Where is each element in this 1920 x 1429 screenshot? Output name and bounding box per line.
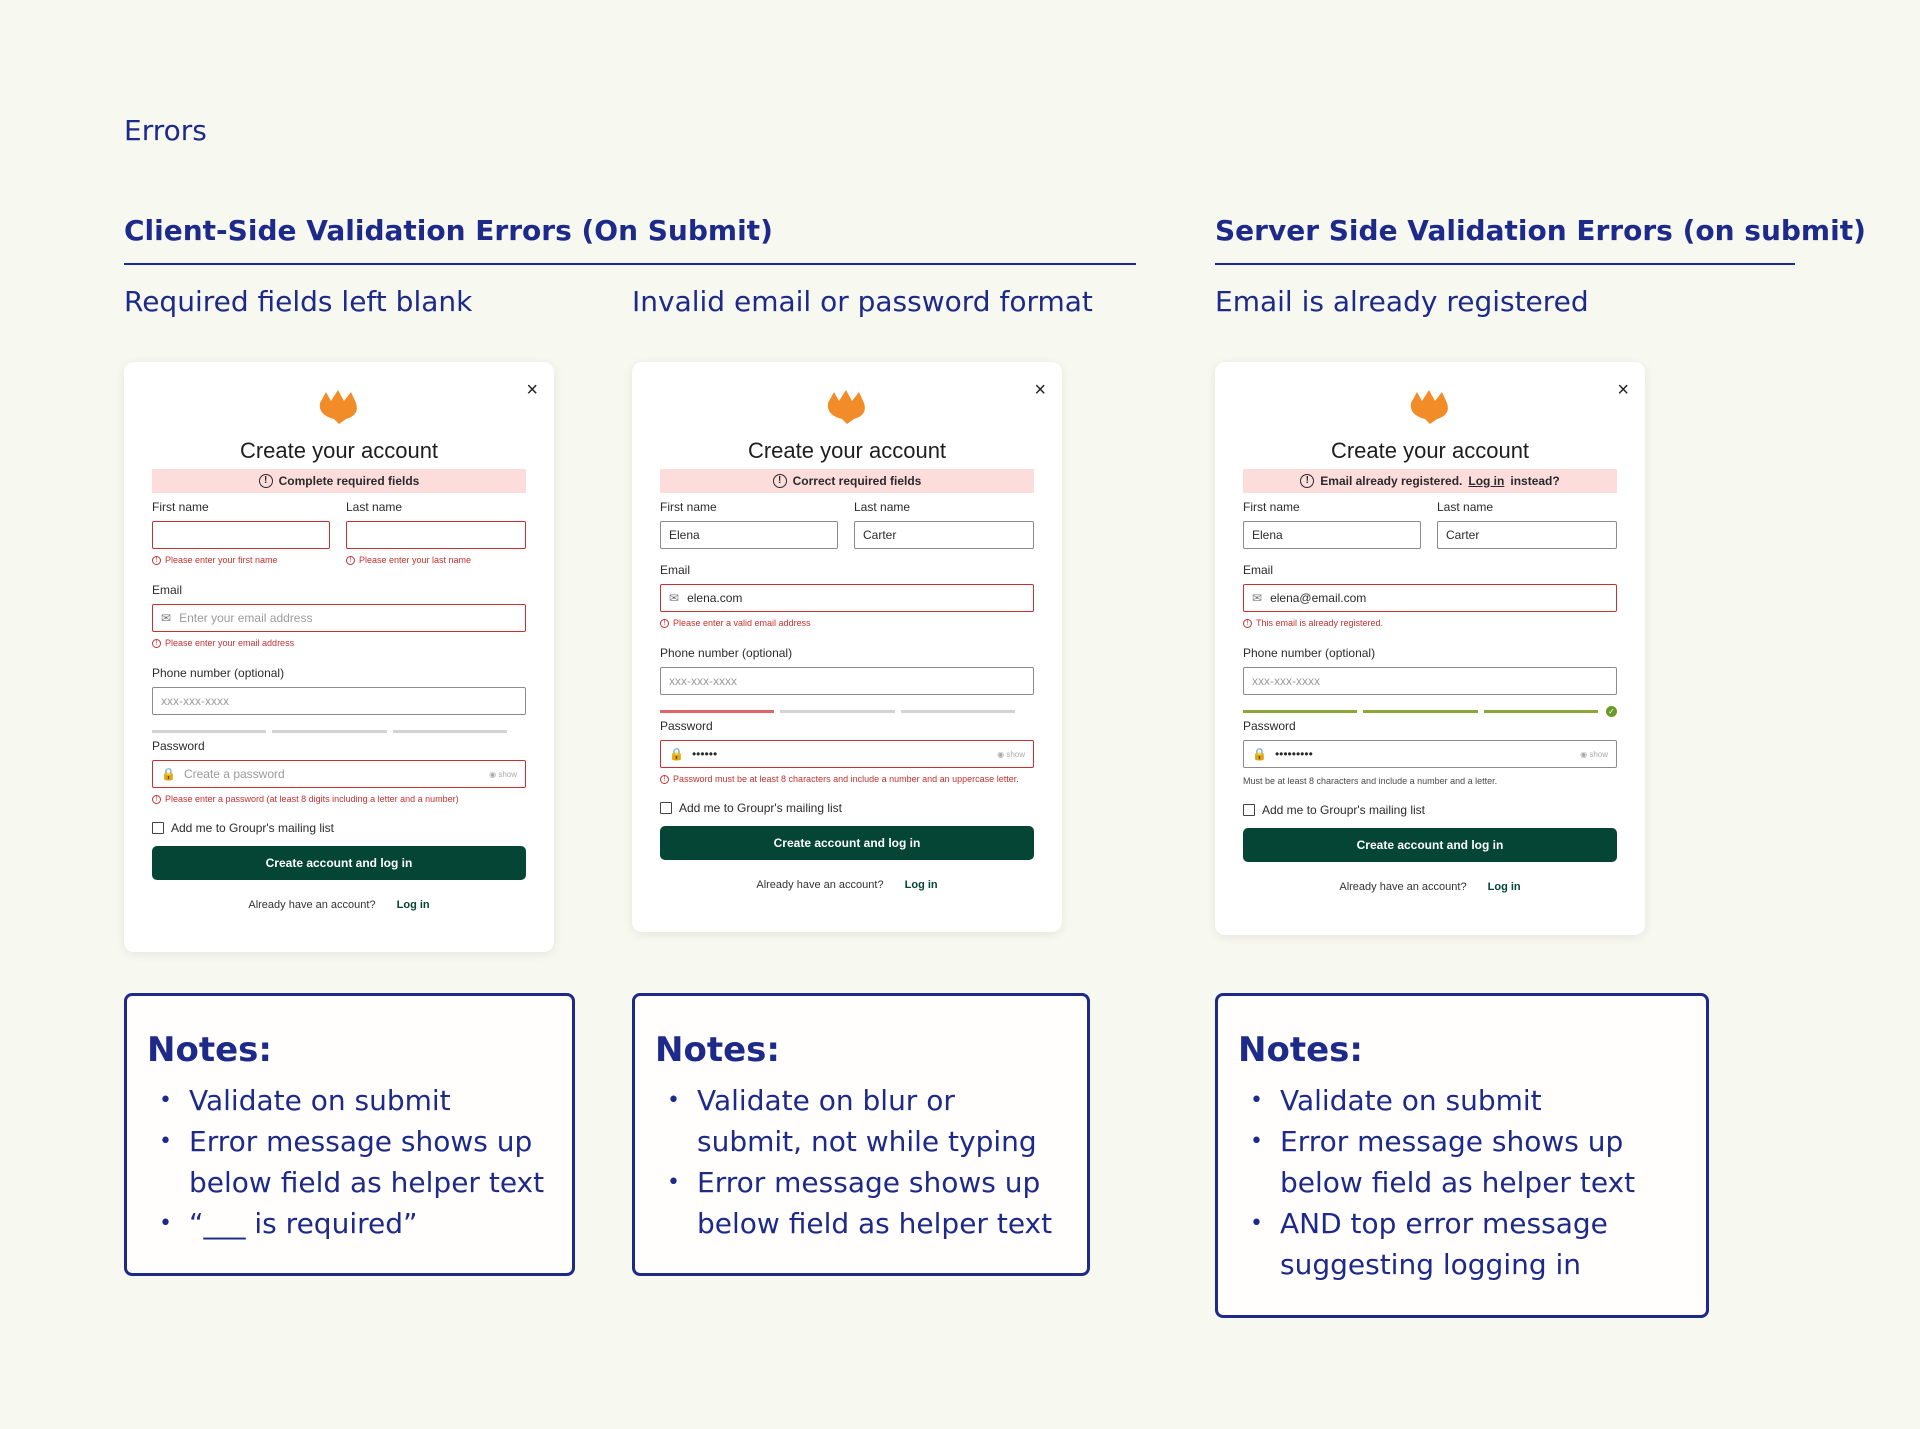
email-placeholder: Enter your email address bbox=[179, 611, 313, 625]
already-account-text: Already have an account? bbox=[248, 899, 376, 911]
phone-input[interactable] bbox=[1243, 667, 1617, 695]
alert-circle-icon: ! bbox=[660, 619, 669, 628]
banner-text-post: instead? bbox=[1510, 474, 1560, 488]
last-name-value: Carter bbox=[1446, 528, 1480, 542]
mailing-list-checkbox-row[interactable] bbox=[1243, 803, 1425, 817]
note-item: • AND top error message suggesting logging in bbox=[1238, 1203, 1686, 1285]
password-error bbox=[152, 794, 459, 804]
mail-icon: ✉ bbox=[161, 611, 172, 625]
mailing-list-checkbox[interactable] bbox=[152, 822, 164, 834]
check-circle-icon: ✓ bbox=[1606, 706, 1617, 717]
subtitle-blank: Required fields left blank bbox=[124, 285, 473, 318]
password-value: •••••• bbox=[691, 747, 718, 761]
banner-text: Email already registered. bbox=[1320, 474, 1463, 488]
login-prompt bbox=[1243, 881, 1617, 893]
password-error-text: Please enter a password (at least 8 digits including a letter and a number) bbox=[165, 794, 459, 804]
groupr-logo bbox=[1407, 389, 1453, 425]
close-icon[interactable]: × bbox=[1034, 379, 1046, 401]
email-error bbox=[1243, 618, 1383, 628]
subtitle-registered: Email is already registered bbox=[1215, 285, 1589, 318]
eye-icon[interactable]: ◉ show bbox=[997, 749, 1025, 759]
notes-list bbox=[1238, 1080, 1686, 1285]
first-name-error-text: Please enter your first name bbox=[165, 555, 278, 565]
modal-title: Create your account bbox=[239, 438, 439, 463]
notes-list bbox=[655, 1080, 1067, 1244]
already-account-text: Already have an account? bbox=[1339, 881, 1467, 893]
create-account-button[interactable]: Create account and log in bbox=[1243, 828, 1617, 862]
first-name-value: Elena bbox=[669, 528, 700, 542]
email-error-text: This email is already registered. bbox=[1256, 618, 1384, 628]
alert-circle-icon: ! bbox=[152, 556, 161, 565]
logo-text: groupr bbox=[1413, 380, 1447, 391]
email-input[interactable] bbox=[152, 604, 526, 632]
show-password-label: show bbox=[1589, 749, 1608, 759]
password-label: Password bbox=[660, 719, 713, 733]
email-error bbox=[660, 618, 811, 628]
note-item: • Validate on submit bbox=[1238, 1080, 1686, 1121]
already-account-text: Already have an account? bbox=[756, 879, 884, 891]
alert-circle-icon: ! bbox=[346, 556, 355, 565]
note-item: • Error message shows up below field as helper text bbox=[1238, 1121, 1686, 1203]
page-title: Errors bbox=[124, 114, 207, 147]
phone-label: Phone number (optional) bbox=[152, 666, 285, 680]
email-error bbox=[152, 638, 294, 648]
login-link[interactable]: Log in bbox=[904, 879, 938, 891]
last-name-label: Last name bbox=[346, 500, 403, 514]
mailing-list-label: Add me to Groupr's mailing list bbox=[679, 801, 843, 815]
phone-input[interactable] bbox=[152, 687, 526, 715]
alert-circle-icon: ! bbox=[1300, 474, 1314, 488]
last-name-label: Last name bbox=[854, 500, 911, 514]
last-name-input[interactable] bbox=[346, 521, 526, 549]
last-name-error bbox=[346, 555, 471, 565]
subtitle-format: Invalid email or password format bbox=[632, 285, 1093, 318]
groupr-logo bbox=[316, 389, 362, 425]
modal-title: Create your account bbox=[1330, 438, 1530, 463]
first-name-label: First name bbox=[1243, 500, 1300, 514]
close-icon[interactable]: × bbox=[1617, 379, 1629, 401]
lock-icon: 🔒 bbox=[669, 747, 684, 761]
mailing-list-checkbox-row[interactable] bbox=[660, 801, 842, 815]
create-account-button[interactable]: Create account and log in bbox=[152, 846, 526, 880]
password-placeholder: Create a password bbox=[183, 767, 285, 781]
last-name-label: Last name bbox=[1437, 500, 1494, 514]
notes-format bbox=[632, 993, 1090, 1276]
last-name-input[interactable] bbox=[1437, 521, 1617, 549]
phone-label: Phone number (optional) bbox=[660, 646, 793, 660]
password-strength-meter bbox=[152, 730, 507, 733]
last-name-value: Carter bbox=[863, 528, 897, 542]
notes-list bbox=[147, 1080, 552, 1244]
password-error-text: Password must be at least 8 characters and include a number and an uppercase letter. bbox=[673, 774, 1019, 784]
notes-heading: Notes: bbox=[147, 1030, 272, 1070]
signup-modal-blank bbox=[124, 362, 554, 952]
banner-text: Correct required fields bbox=[792, 474, 922, 488]
email-error-text: Please enter your email address bbox=[165, 638, 295, 648]
lock-icon: 🔒 bbox=[1252, 747, 1267, 761]
phone-placeholder: xxx-xxx-xxxx bbox=[669, 674, 737, 688]
mail-icon: ✉ bbox=[669, 591, 680, 605]
login-prompt bbox=[660, 879, 1034, 891]
password-label: Password bbox=[1243, 719, 1296, 733]
show-password-label: show bbox=[1006, 749, 1025, 759]
notes-heading: Notes: bbox=[655, 1030, 780, 1070]
signup-modal-format bbox=[632, 362, 1062, 932]
login-link[interactable]: Log in bbox=[396, 899, 430, 911]
logo-text: groupr bbox=[322, 380, 356, 391]
close-icon[interactable]: × bbox=[526, 379, 538, 401]
error-banner bbox=[1243, 469, 1617, 493]
alert-circle-icon: ! bbox=[1243, 619, 1252, 628]
phone-placeholder: xxx-xxx-xxxx bbox=[1252, 674, 1320, 688]
first-name-input[interactable] bbox=[152, 521, 330, 549]
modal-title: Create your account bbox=[747, 438, 947, 463]
mail-icon: ✉ bbox=[1252, 591, 1263, 605]
show-password-label: show bbox=[498, 769, 517, 779]
phone-placeholder: xxx-xxx-xxxx bbox=[161, 694, 229, 708]
first-name-label: First name bbox=[660, 500, 717, 514]
note-item: • Validate on blur or submit, not while typing bbox=[655, 1080, 1067, 1162]
password-error bbox=[660, 774, 1019, 784]
groupr-logo bbox=[824, 389, 870, 425]
last-name-error-text: Please enter your last name bbox=[359, 555, 472, 565]
email-input[interactable] bbox=[660, 584, 1034, 612]
password-strength-meter bbox=[660, 710, 1015, 713]
email-input[interactable] bbox=[1243, 584, 1617, 612]
phone-input[interactable] bbox=[660, 667, 1034, 695]
email-error-text: Please enter a valid email address bbox=[673, 618, 811, 628]
mailing-list-label: Add me to Groupr's mailing list bbox=[171, 821, 335, 835]
alert-circle-icon: ! bbox=[660, 775, 669, 784]
notes-heading: Notes: bbox=[1238, 1030, 1363, 1070]
alert-circle-icon: ! bbox=[152, 639, 161, 648]
error-banner bbox=[660, 469, 1034, 493]
login-prompt bbox=[152, 899, 526, 911]
alert-circle-icon: ! bbox=[152, 795, 161, 804]
note-item: • Error message shows up below field as helper text bbox=[147, 1121, 552, 1203]
note-item: • “___ is required” bbox=[147, 1203, 552, 1244]
first-name-input[interactable] bbox=[1243, 521, 1421, 549]
first-name-value: Elena bbox=[1252, 528, 1283, 542]
email-value: elena@email.com bbox=[1270, 591, 1367, 605]
first-name-label: First name bbox=[152, 500, 209, 514]
login-link[interactable]: Log in bbox=[1487, 881, 1521, 893]
mailing-list-checkbox[interactable] bbox=[660, 802, 672, 814]
password-strength-meter bbox=[1243, 710, 1598, 713]
note-item: • Error message shows up below field as helper text bbox=[655, 1162, 1067, 1244]
section-title-client: Client-Side Validation Errors (On Submit) bbox=[124, 214, 1136, 265]
alert-circle-icon: ! bbox=[773, 474, 787, 488]
password-hint bbox=[1243, 776, 1497, 786]
note-item: • Validate on submit bbox=[147, 1080, 552, 1121]
password-input[interactable] bbox=[152, 760, 526, 788]
error-banner bbox=[152, 469, 526, 493]
banner-login-link[interactable]: Log in bbox=[1468, 474, 1505, 488]
signup-modal-registered bbox=[1215, 362, 1645, 935]
password-input[interactable] bbox=[1243, 740, 1617, 768]
email-value: elena.com bbox=[687, 591, 743, 605]
password-hint-text: Must be at least 8 characters and include a number and a letter. bbox=[1243, 776, 1498, 786]
email-label: Email bbox=[1243, 563, 1274, 577]
banner-text: Complete required fields bbox=[278, 474, 420, 488]
last-name-input[interactable] bbox=[854, 521, 1034, 549]
password-input[interactable] bbox=[660, 740, 1034, 768]
notes-blank bbox=[124, 993, 575, 1276]
mailing-list-checkbox[interactable] bbox=[1243, 804, 1255, 816]
eye-icon[interactable]: ◉ show bbox=[1580, 749, 1608, 759]
section-title-server: Server Side Validation Errors (on submit) bbox=[1215, 214, 1795, 265]
lock-icon: 🔒 bbox=[161, 767, 176, 781]
email-label: Email bbox=[660, 563, 691, 577]
first-name-error bbox=[152, 555, 278, 565]
mailing-list-checkbox-row[interactable] bbox=[152, 821, 334, 835]
eye-icon[interactable]: ◉ show bbox=[489, 769, 517, 779]
notes-registered bbox=[1215, 993, 1709, 1318]
password-label: Password bbox=[152, 739, 205, 753]
logo-text: groupr bbox=[830, 380, 864, 391]
mailing-list-label: Add me to Groupr's mailing list bbox=[1262, 803, 1426, 817]
first-name-input[interactable] bbox=[660, 521, 838, 549]
phone-label: Phone number (optional) bbox=[1243, 646, 1376, 660]
alert-circle-icon: ! bbox=[259, 474, 273, 488]
create-account-button[interactable]: Create account and log in bbox=[660, 826, 1034, 860]
email-label: Email bbox=[152, 583, 183, 597]
password-value: ••••••••• bbox=[1274, 747, 1313, 761]
